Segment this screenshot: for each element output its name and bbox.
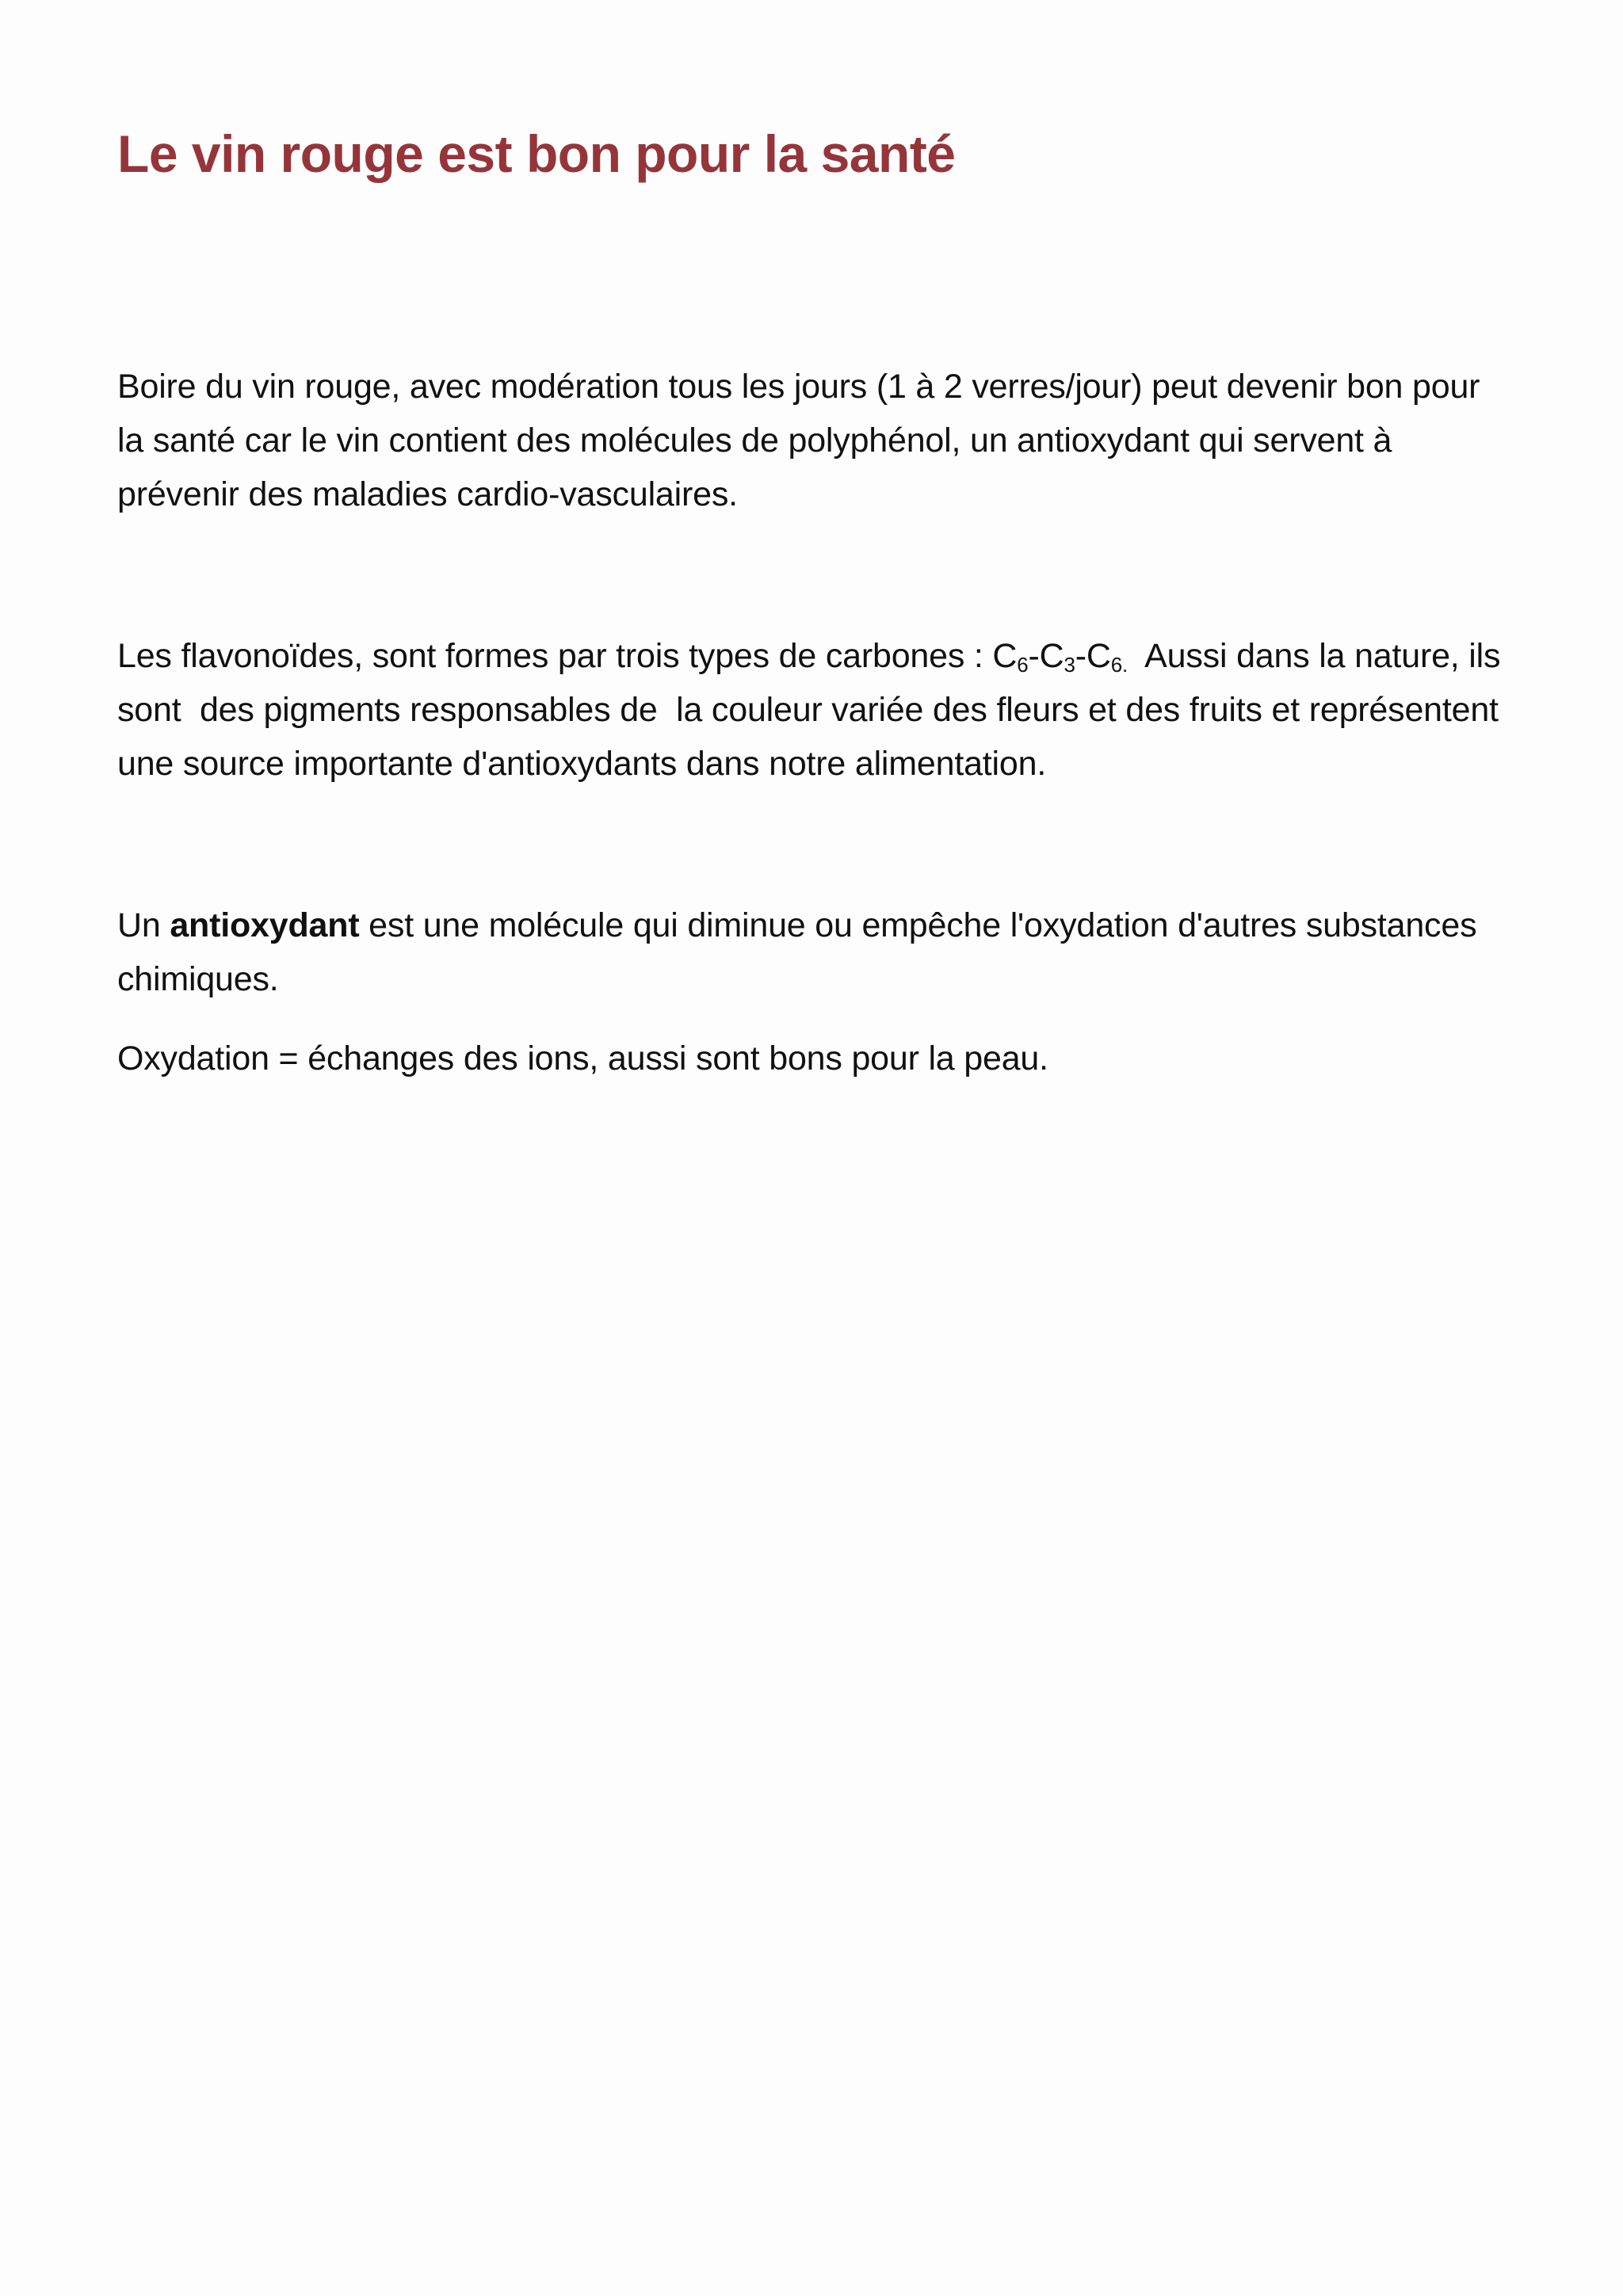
paragraph-flavonoids xyxy=(117,629,1512,791)
carbon-formula xyxy=(992,637,1128,675)
formula-sep2: - xyxy=(1075,637,1086,675)
antioxidant-after: est une molécule qui diminue ou empêche l'oxydation d'autres substances chimiques. xyxy=(117,906,1487,998)
page-title: Le vin rouge est bon pour la santé xyxy=(117,124,956,183)
paragraph-antioxidant xyxy=(117,898,1512,1006)
flavonoids-rest: Aussi dans la nature, ils sont des pigments responsables de la couleur variée des fleurs et des fruits et représentent une source importante d'antioxydants dans notre alimentation. xyxy=(117,637,1510,783)
paragraph-oxidation: Oxydation = échanges des ions, aussi sont bons pour la peau. xyxy=(117,1039,1048,1077)
formula-sub2: 3 xyxy=(1064,653,1075,677)
formula-sep1: - xyxy=(1028,637,1040,675)
antioxidant-term: antioxydant xyxy=(170,906,360,944)
formula-sub3: 6. xyxy=(1110,653,1128,677)
antioxidant-before: Un xyxy=(117,906,170,944)
formula-c3: C xyxy=(1086,637,1111,675)
document-body xyxy=(117,119,1512,1085)
formula-sub1: 6 xyxy=(1017,653,1029,677)
formula-c2: C xyxy=(1039,637,1064,675)
paragraph-wine-health: Boire du vin rouge, avec modération tous les jours (1 à 2 verres/jour) peut devenir bon pour la santé car le vin contient des molécules de polyphénol, un antioxydant qui servent à prévenir des maladies cardio-vasculaires. xyxy=(117,368,1480,513)
flavonoids-intro: Les flavonoïdes, sont formes par trois types de carbones : xyxy=(117,637,993,675)
formula-c1: C xyxy=(992,637,1018,675)
